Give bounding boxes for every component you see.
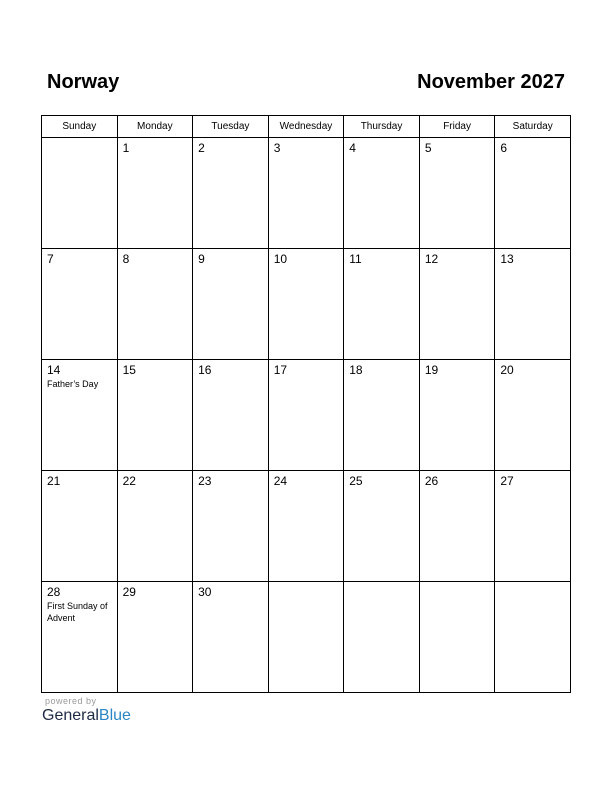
- day-cell: [42, 360, 118, 471]
- day-number: 10: [273, 252, 288, 266]
- day-number: 12: [424, 252, 439, 266]
- day-number: 27: [500, 474, 514, 488]
- day-cell: [117, 582, 193, 693]
- day-number: 9: [198, 252, 205, 266]
- day-cell: [419, 471, 495, 582]
- day-cell: [495, 360, 571, 471]
- day-number: 21: [47, 474, 61, 488]
- holiday-label: First Sunday of Advent: [47, 601, 108, 623]
- day-cell: [268, 138, 344, 249]
- day-cell: [117, 471, 193, 582]
- day-cell: [495, 138, 571, 249]
- week-row: [42, 360, 571, 471]
- day-number: 6: [500, 141, 508, 155]
- weekday-monday: Monday: [117, 116, 193, 138]
- day-cell: [268, 471, 344, 582]
- day-number: 3: [273, 141, 281, 155]
- day-cell: [495, 249, 571, 360]
- day-number: 23: [198, 474, 212, 488]
- day-number: 22: [122, 474, 136, 488]
- day-number: 29: [122, 585, 136, 599]
- day-number: 16: [198, 363, 212, 377]
- weekday-header-row: [42, 116, 571, 138]
- day-number: 15: [122, 363, 136, 377]
- day-number: 19: [424, 363, 439, 377]
- powered-by-text: powered by: [45, 696, 97, 706]
- day-number: 28: [47, 585, 61, 599]
- week-row: [42, 582, 571, 693]
- day-number: 13: [500, 252, 514, 266]
- day-number: 8: [122, 252, 130, 266]
- week-row: [42, 471, 571, 582]
- day-cell: [268, 582, 344, 693]
- weekday-thursday: Thursday: [344, 116, 420, 138]
- day-cell: [344, 138, 420, 249]
- day-cell: [193, 471, 269, 582]
- calendar-grid: [41, 115, 571, 693]
- day-number: 26: [424, 474, 439, 488]
- day-cell: [495, 471, 571, 582]
- month-year-title: November 2027: [417, 71, 565, 93]
- day-number: 14: [47, 363, 61, 377]
- day-number: 1: [122, 141, 130, 155]
- day-cell: [344, 249, 420, 360]
- day-cell: [419, 138, 495, 249]
- day-cell: [42, 471, 118, 582]
- day-number: 30: [198, 585, 212, 599]
- day-number: 2: [198, 141, 205, 155]
- day-number: 17: [273, 363, 288, 377]
- day-number: 4: [349, 141, 356, 155]
- day-cell: [495, 582, 571, 693]
- day-cell: [117, 138, 193, 249]
- weekday-tuesday: Tuesday: [193, 116, 269, 138]
- brand-blue: Blue: [98, 707, 131, 724]
- day-cell: [193, 138, 269, 249]
- day-cell: [193, 249, 269, 360]
- day-cell: [42, 249, 118, 360]
- day-cell: [344, 471, 420, 582]
- day-number: 11: [349, 252, 362, 266]
- weekday-wednesday: Wednesday: [268, 116, 344, 138]
- day-cell: [268, 249, 344, 360]
- day-cell: [117, 360, 193, 471]
- day-cell: [344, 360, 420, 471]
- day-number: 25: [349, 474, 363, 488]
- day-cell: [419, 582, 495, 693]
- day-cell: [117, 249, 193, 360]
- week-row: [42, 249, 571, 360]
- day-cell: [193, 360, 269, 471]
- country-title: Norway: [47, 71, 120, 93]
- day-number: 20: [500, 363, 514, 377]
- weekday-friday: Friday: [419, 116, 495, 138]
- weekday-sunday: Sunday: [42, 116, 118, 138]
- day-cell: [42, 138, 118, 249]
- day-cell: [419, 360, 495, 471]
- day-cell: [419, 249, 495, 360]
- generalblue-logo: [42, 707, 131, 725]
- day-cell: [193, 582, 269, 693]
- holiday-label: Father’s Day: [47, 379, 99, 389]
- day-cell: [268, 360, 344, 471]
- day-number: 5: [424, 141, 432, 155]
- footer-branding: [42, 696, 131, 725]
- day-number: 18: [349, 363, 363, 377]
- day-number: 7: [47, 252, 54, 266]
- weekday-saturday: Saturday: [495, 116, 571, 138]
- day-cell: [344, 582, 420, 693]
- day-cell: [42, 582, 118, 693]
- week-row: [42, 138, 571, 249]
- day-number: 24: [273, 474, 288, 488]
- brand-general: General: [42, 707, 99, 724]
